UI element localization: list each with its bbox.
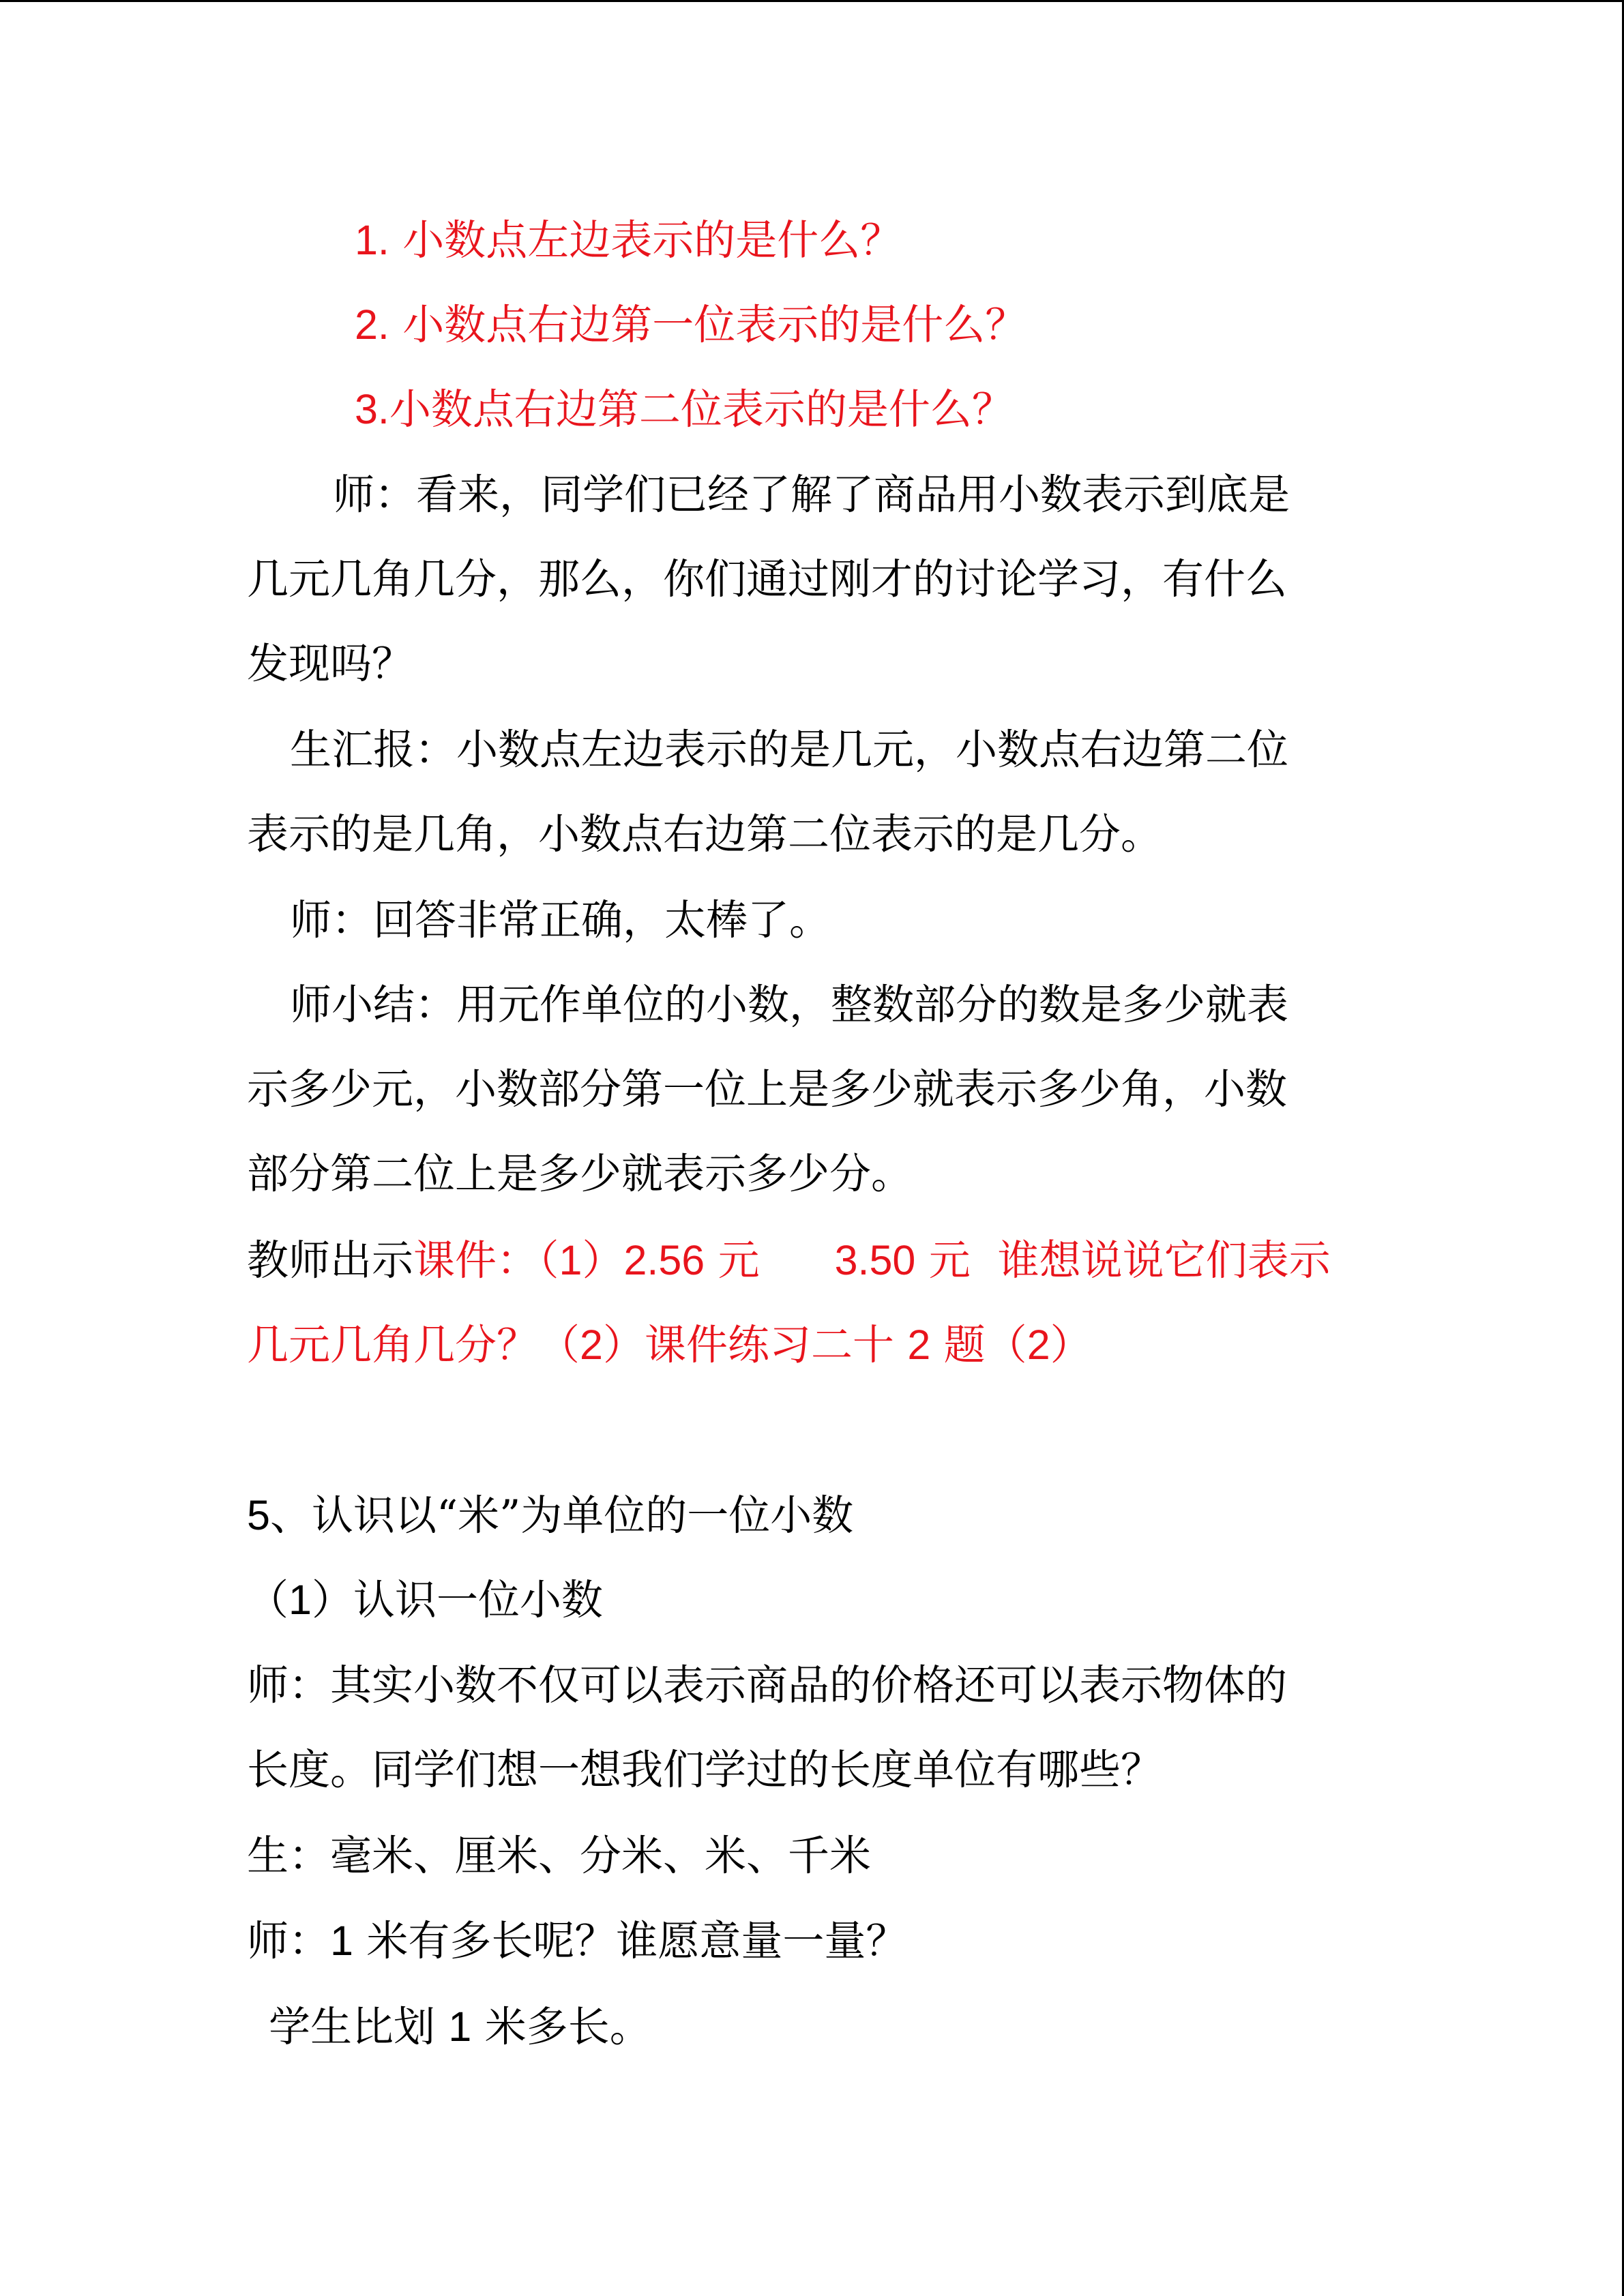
paren-close: ）: [582, 1236, 624, 1285]
section-number: 5: [247, 1492, 270, 1538]
question-text: 米有多长呢？谁愿意量一量？: [353, 1917, 908, 1965]
summary-line-1: 师小结：用元作单位的小数，整数部分的数是多少就表: [290, 981, 1289, 1029]
student-report-line-1: 生汇报：小数点左边表示的是几元，小数点右边第二位: [290, 726, 1289, 774]
question-2-number: 2.: [355, 301, 389, 348]
paren-open: （: [247, 1576, 289, 1624]
courseware-question: 谁想说说它们表示: [997, 1236, 1331, 1285]
paren-open: （: [538, 1236, 559, 1285]
activity-text: 学生比划: [269, 2003, 449, 2051]
question-1-text: 小数点左边表示的是什么？: [402, 216, 902, 265]
teacher-remark-3-line-1: 师：其实小数不仅可以表示商品的价格还可以表示物体的: [247, 1661, 1288, 1710]
courseware-line-1: [247, 1233, 1331, 1287]
activity-text-end: 米多长。: [471, 2003, 651, 2051]
question-2-text: 小数点右边第一位表示的是什么？: [402, 301, 1027, 349]
teacher-remark-3-line-2: 长度。同学们想一想我们学过的长度单位有哪些？: [247, 1746, 1163, 1794]
student-report-line-2: 表示的是几角，小数点右边第二位表示的是几分。: [247, 810, 1163, 859]
question-1-number: 1.: [355, 217, 389, 263]
question-3: [355, 382, 1014, 436]
summary-line-3: 部分第二位上是多少就表示多少分。: [247, 1150, 913, 1198]
item-number: 2: [580, 1322, 603, 1368]
teacher-remark-1-line-2: 几元几角几分，那么，你们通过刚才的讨论学习，有什么: [247, 555, 1288, 603]
subsection-title: ）认识一位小数: [311, 1576, 603, 1624]
section-5-heading: [247, 1488, 853, 1542]
teacher-question-meter: [247, 1913, 907, 1968]
student-measure-activity: [269, 1999, 651, 2054]
exercise-text: ）课件练习二十: [602, 1321, 908, 1369]
question-2: [355, 297, 1027, 352]
speaker-label: 师：: [247, 1917, 331, 1965]
price-2-value: 3.50: [834, 1237, 916, 1283]
price-2-unit: 元: [915, 1236, 971, 1285]
question-3-text: 小数点右边第二位表示的是什么？: [389, 385, 1014, 434]
section-5-subheading: [247, 1572, 603, 1627]
courseware-question-end: 几元几角几分？（: [247, 1321, 580, 1369]
summary-line-2: 示多少元，小数部分第一位上是多少就表示多少角，小数: [247, 1065, 1288, 1114]
exercise-number: 2: [907, 1322, 931, 1368]
question-1: [355, 213, 902, 267]
sub-item-number: 2: [1027, 1322, 1050, 1368]
courseware-line-2: [247, 1317, 1092, 1372]
section-title: 、认识以“米”为单位的一位小数: [269, 1491, 854, 1540]
teacher-remark-1-line-3: 发现吗？: [247, 640, 414, 688]
meter-number: 1: [448, 2003, 472, 2050]
item-number: 1: [559, 1237, 582, 1283]
student-units-answer: 生：毫米、厘米、分米、米、千米: [247, 1832, 872, 1880]
teacher-remark-1-line-1: 师：看来，同学们已经了解了商品用小数表示到底是: [333, 471, 1290, 519]
paren-close: ）: [1050, 1321, 1092, 1369]
teacher-praise: 师：回答非常正确，太棒了。: [290, 896, 831, 944]
price-1-unit: 元: [705, 1236, 760, 1285]
question-3-number: 3.: [355, 386, 389, 432]
subsection-number: 1: [289, 1577, 312, 1623]
meter-number: 1: [330, 1918, 353, 1964]
page-border-top: [0, 0, 1624, 2]
exercise-text-end: 题（: [930, 1321, 1027, 1369]
price-1-value: 2.56: [623, 1237, 705, 1283]
courseware-label: 课件：: [413, 1236, 539, 1285]
courseware-prefix: 教师出示: [247, 1236, 414, 1285]
